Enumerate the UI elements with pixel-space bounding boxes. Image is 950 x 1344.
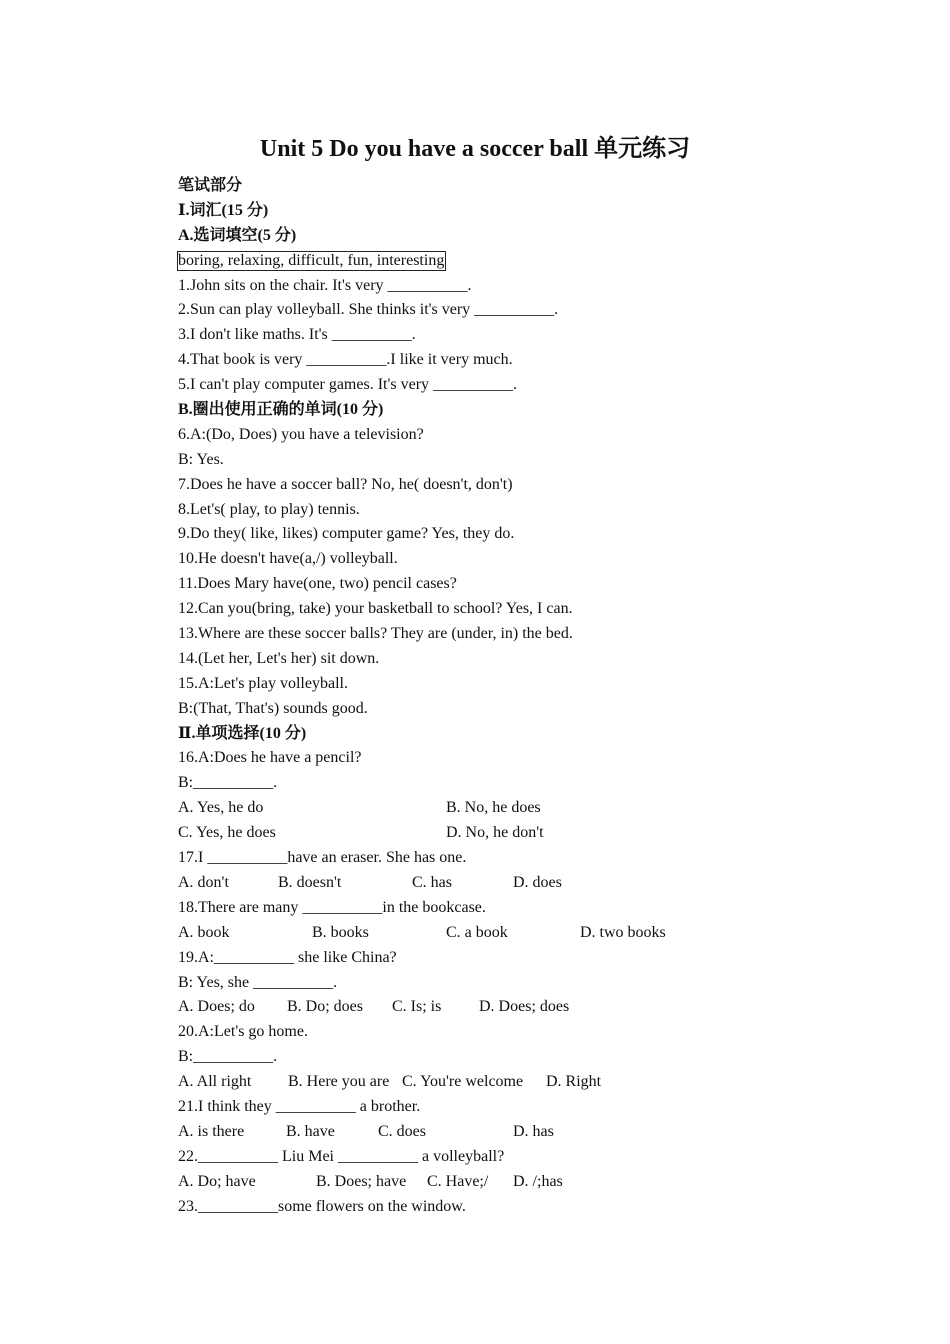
answer-option: B. Do; does xyxy=(287,998,363,1016)
option-row xyxy=(178,796,798,821)
question-line: 21.I think they __________ a brother. xyxy=(178,1097,421,1115)
question-line: 16.A:Does he have a pencil? xyxy=(178,749,362,767)
question-line: 10.He doesn't have(a,/) volleyball. xyxy=(178,550,398,568)
answer-option: D. two books xyxy=(580,923,666,941)
question-line: 13.Where are these soccer balls? They are (under, in) the bed. xyxy=(178,625,573,643)
worksheet-body xyxy=(178,174,798,1219)
answer-option: B. No, he does xyxy=(446,799,541,817)
question-line: 2.Sun can play volleyball. She thinks it's very __________. xyxy=(178,301,559,319)
option-row xyxy=(178,1070,798,1095)
answer-option: B. Here you are xyxy=(288,1073,390,1091)
section-heading: B.圈出使用正确的单词(10 分) xyxy=(178,401,384,419)
question-line: 17.I __________have an eraser. She has one. xyxy=(178,849,467,867)
option-row xyxy=(178,821,798,846)
question-line: 3.I don't like maths. It's __________. xyxy=(178,326,416,344)
question-line: 18.There are many __________in the bookcase. xyxy=(178,898,486,916)
answer-option: A. is there xyxy=(178,1122,245,1140)
answer-option: D. Does; does xyxy=(479,998,570,1016)
answer-option: C. has xyxy=(412,873,452,891)
answer-option: D. has xyxy=(513,1122,554,1140)
question-line: 5.I can't play computer games. It's very __________. xyxy=(178,376,518,394)
option-row xyxy=(178,1170,798,1195)
question-line: 11.Does Mary have(one, two) pencil cases? xyxy=(178,575,457,593)
answer-option: C. You're welcome xyxy=(402,1073,524,1091)
question-line: 8.Let's( play, to play) tennis. xyxy=(178,500,360,518)
answer-option: A. don't xyxy=(178,873,229,891)
question-line: B: Yes. xyxy=(178,450,224,468)
answer-option: A. book xyxy=(178,923,230,941)
question-line: 6.A:(Do, Does) you have a television? xyxy=(178,425,424,443)
answer-option: A. All right xyxy=(178,1073,252,1091)
answer-option: C. Yes, he does xyxy=(178,824,276,842)
question-line: 15.A:Let's play volleyball. xyxy=(178,674,348,692)
question-line: 22.__________ Liu Mei __________ a volleyball? xyxy=(178,1147,505,1165)
question-line: 7.Does he have a soccer ball? No, he( doesn't, don't) xyxy=(178,475,513,493)
answer-option: C. a book xyxy=(446,923,508,941)
question-line: B:__________. xyxy=(178,774,278,792)
question-line: 20.A:Let's go home. xyxy=(178,1023,308,1041)
question-line: 1.John sits on the chair. It's very __________. xyxy=(178,276,472,294)
section-heading: A.选词填空(5 分) xyxy=(178,226,297,244)
answer-option: C. Have;/ xyxy=(427,1172,489,1190)
question-line: B: Yes, she __________. xyxy=(178,973,338,991)
answer-option: D. No, he don't xyxy=(446,824,544,842)
question-line: 4.That book is very __________.I like it very much. xyxy=(178,351,513,369)
answer-option: B. books xyxy=(312,923,369,941)
section-heading: Ⅱ.单项选择(10 分) xyxy=(178,724,307,742)
question-line: 19.A:__________ she like China? xyxy=(178,948,397,966)
question-line: 14.(Let her, Let's her) sit down. xyxy=(178,649,380,667)
question-line: B:__________. xyxy=(178,1048,278,1066)
option-row xyxy=(178,1120,798,1145)
answer-option: B. Does; have xyxy=(316,1172,407,1190)
section-heading: Ⅰ.词汇(15 分) xyxy=(178,201,269,219)
answer-option: C. does xyxy=(378,1122,426,1140)
option-row xyxy=(178,921,798,946)
question-line: 12.Can you(bring, take) your basketball to school? Yes, I can. xyxy=(178,600,573,618)
page-title: Unit 5 Do you have a soccer ball 单元练习 xyxy=(259,136,691,162)
question-line: B:(That, That's) sounds good. xyxy=(178,699,368,717)
question-line: 9.Do they( like, likes) computer game? Yes, they do. xyxy=(178,525,515,543)
answer-option: A. Does; do xyxy=(178,998,255,1016)
option-row xyxy=(178,871,798,896)
question-line: 23.__________some flowers on the window. xyxy=(178,1197,466,1215)
answer-option: B. have xyxy=(286,1122,335,1140)
answer-option: C. Is; is xyxy=(392,998,442,1016)
section-heading: 笔试部分 xyxy=(178,177,243,194)
answer-option: D. /;has xyxy=(513,1172,563,1190)
word-bank xyxy=(178,249,798,274)
word-bank-box: boring, relaxing, difficult, fun, interesting xyxy=(178,251,445,269)
answer-option: B. doesn't xyxy=(278,873,342,891)
option-row xyxy=(178,995,798,1020)
answer-option: D. does xyxy=(513,873,562,891)
answer-option: D. Right xyxy=(546,1073,602,1091)
answer-option: A. Yes, he do xyxy=(178,799,264,817)
answer-option: A. Do; have xyxy=(178,1172,256,1190)
